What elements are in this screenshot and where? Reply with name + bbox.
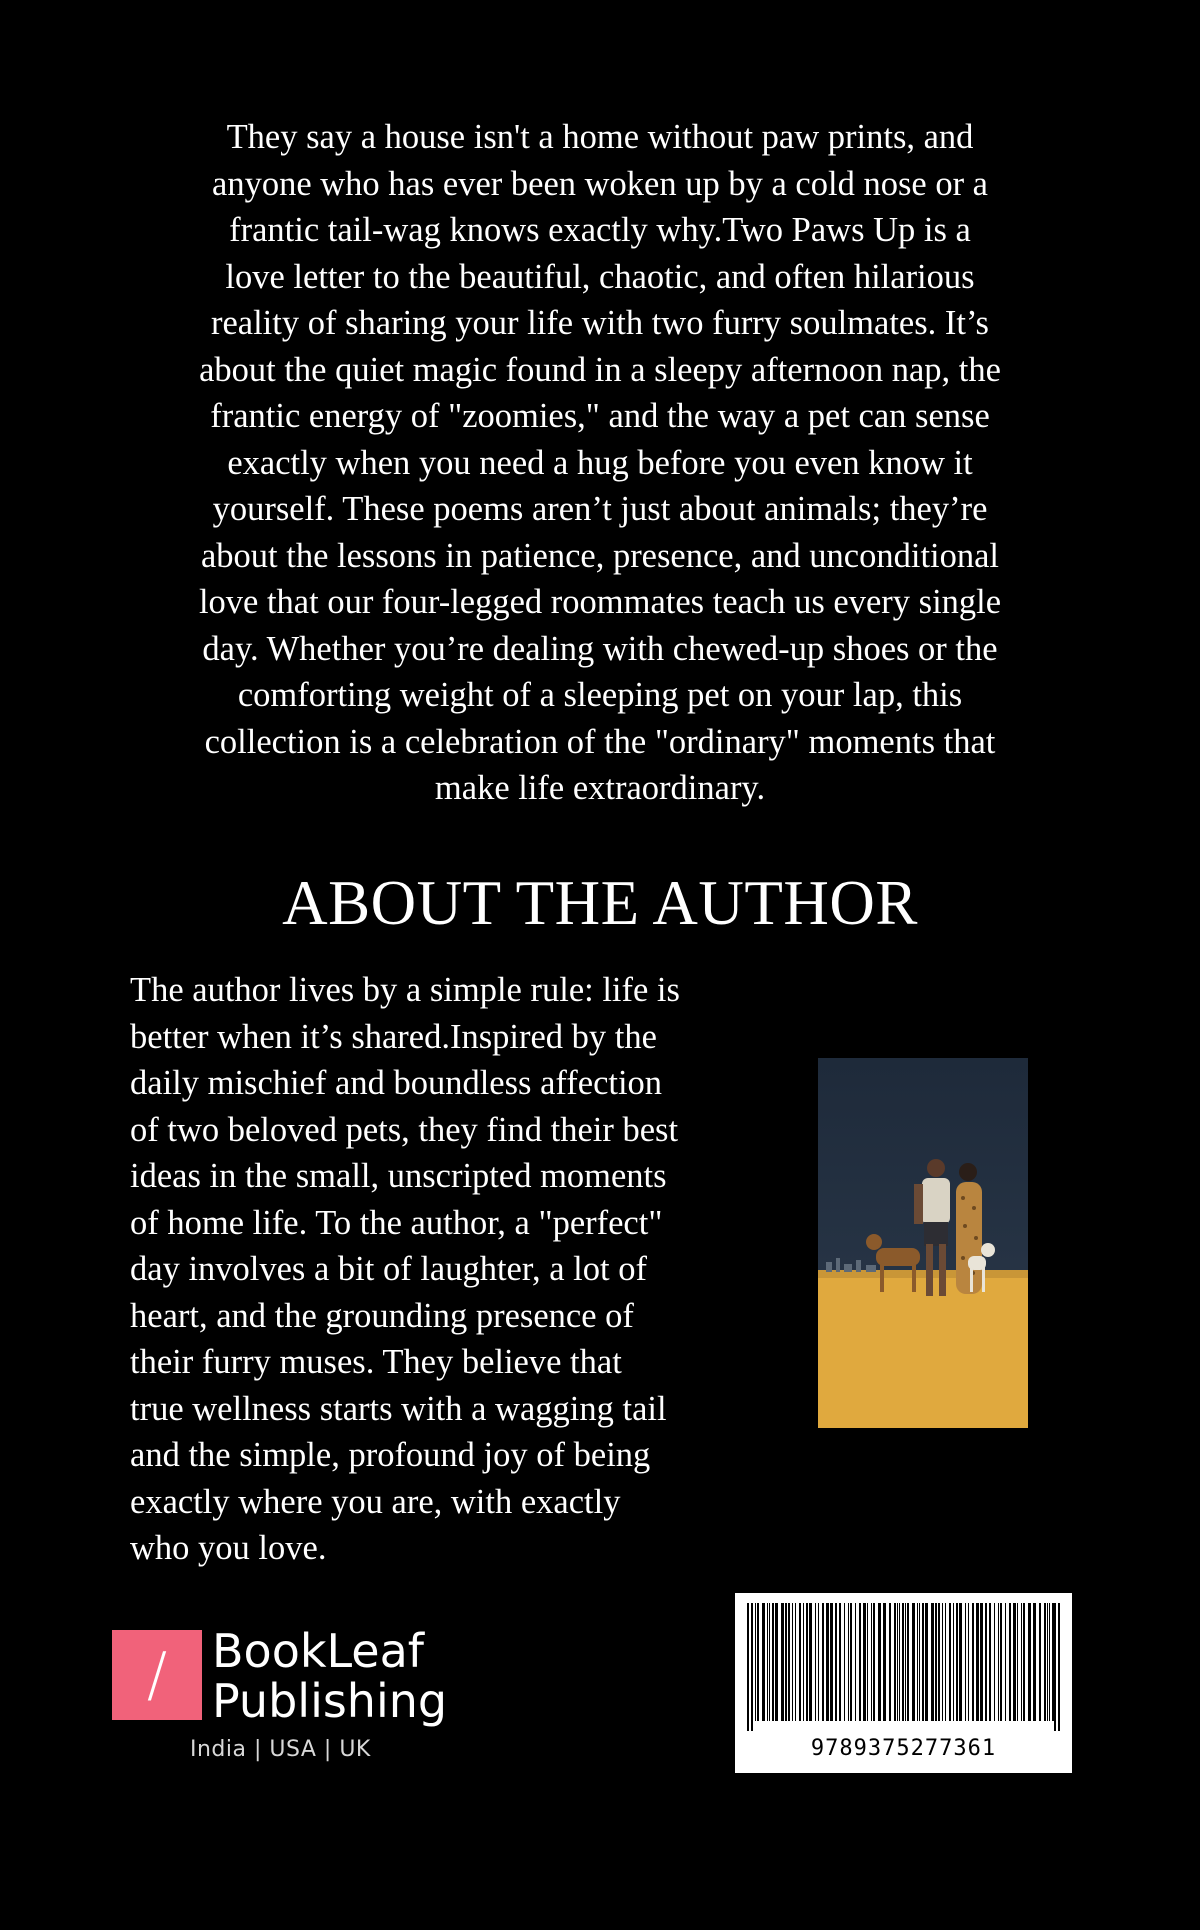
barcode-bar (859, 1603, 861, 1721)
barcode-bar (889, 1603, 891, 1721)
barcode-bar (1017, 1603, 1018, 1721)
text-line: They say a house isn't a home without paw prints, and (226, 118, 974, 156)
text-line: true wellness starts with a wagging tail (130, 1389, 667, 1428)
barcode-bar (998, 1603, 999, 1721)
barcode-bar (905, 1603, 906, 1721)
author-photo-illustration (818, 1058, 1028, 1428)
text-line: frantic tail-wag knows exactly why.Two Paws Up is a (229, 211, 971, 249)
barcode-bar (976, 1603, 979, 1721)
text-line: make life extraordinary. (434, 769, 766, 807)
barcode-bar (775, 1603, 778, 1721)
barcode-bar (767, 1603, 768, 1721)
barcode-bar (785, 1603, 787, 1721)
barcode-bar (788, 1603, 790, 1721)
barcode-bar (1044, 1603, 1046, 1721)
barcode-bar (844, 1603, 845, 1721)
barcode-bar (1000, 1603, 1002, 1721)
barcode-bar (867, 1603, 868, 1721)
text-line: about the quiet magic found in a sleepy afternoon nap, the (199, 350, 1001, 389)
barcode-bar (945, 1603, 946, 1721)
barcode-bar (985, 1603, 987, 1721)
barcode-bar (830, 1603, 833, 1721)
barcode-bar (938, 1603, 940, 1721)
text-line: of home life. To the author, a "perfect" (130, 1203, 663, 1242)
barcode-bar (949, 1603, 951, 1721)
barcode-bar (878, 1603, 881, 1721)
barcode-bar (1009, 1603, 1011, 1721)
about-author-heading: ABOUT THE AUTHOR (282, 868, 918, 938)
slash-glyph: / (146, 1640, 168, 1710)
barcode-bar (953, 1603, 954, 1721)
text-line: about the lessons in patience, presence, and unconditional (200, 536, 1000, 575)
barcode-bar (931, 1603, 934, 1721)
barcode-bar (871, 1603, 872, 1721)
publisher-regions: India | USA | UK (190, 1737, 371, 1762)
text-line: The author lives by a simple rule: life is (130, 971, 680, 1009)
barcode-bar (803, 1603, 804, 1721)
barcode-bar (897, 1603, 898, 1721)
barcode-bar (980, 1603, 983, 1721)
barcode-bars (743, 1603, 1064, 1731)
barcode-bar (959, 1603, 962, 1721)
barcode-bar (922, 1603, 924, 1721)
text-line: heart, and the grounding presence of (130, 1296, 634, 1335)
barcode-bar (815, 1603, 816, 1721)
barcode-bar (907, 1603, 909, 1721)
barcode-bar (762, 1603, 765, 1721)
barcode-bar (757, 1603, 759, 1721)
barcode-bar (883, 1603, 886, 1721)
barcode-bar (989, 1603, 991, 1721)
barcode-bar (925, 1603, 928, 1721)
bookleaf-logo-mark (112, 1630, 202, 1720)
barcode-bar (850, 1603, 852, 1721)
barcode-bar (1028, 1603, 1031, 1721)
barcode-bar (806, 1603, 808, 1721)
barcode-bar (972, 1603, 974, 1721)
barcode-bar (863, 1603, 866, 1721)
barcode-bar (1039, 1603, 1041, 1721)
publisher-name-line2: Publishing (212, 1674, 448, 1728)
text-line: day. Whether you’re dealing with chewed-up shoes or the (202, 629, 998, 668)
text-line: better when it’s shared.Inspired by the (130, 1017, 657, 1056)
barcode-bar (855, 1603, 856, 1721)
about-author-text (130, 967, 810, 1572)
barcode-bar (1054, 1603, 1056, 1731)
back-cover-blurb (115, 114, 1085, 812)
isbn-number: 9789375277361 (810, 1736, 997, 1761)
barcode-bar (809, 1603, 812, 1721)
text-line: daily mischief and boundless affection (130, 1064, 663, 1102)
barcode-bar (822, 1603, 824, 1721)
barcode-bar (919, 1603, 920, 1721)
text-line: of two beloved pets, they find their best (130, 1110, 679, 1149)
barcode-bar (1023, 1603, 1025, 1721)
text-line: love that our four-legged roommates teach us every single (198, 583, 1002, 621)
text-line: frantic energy of "zoomies," and the way a pet can sense (210, 397, 990, 435)
barcode-bar (894, 1603, 896, 1721)
text-line: their furry muses. They believe that (130, 1343, 622, 1381)
barcode-bar (1033, 1603, 1036, 1721)
barcode-bar (902, 1603, 904, 1721)
text-line: yourself. These poems aren’t just about animals; they’re (212, 490, 988, 528)
text-line: and the simple, profound joy of being (130, 1436, 651, 1474)
barcode-bar (917, 1603, 918, 1721)
barcode-bar (899, 1603, 900, 1721)
barcode-bar (795, 1603, 796, 1721)
barcode-bar (1052, 1603, 1054, 1721)
text-line: anyone who has ever been woken up by a cold nose or a (212, 164, 988, 203)
text-line: exactly where you are, with exactly (130, 1482, 621, 1521)
barcode-bar (956, 1603, 958, 1721)
barcode-bar (1021, 1603, 1022, 1721)
barcode-bar (912, 1603, 915, 1721)
barcode-bar (839, 1603, 841, 1721)
barcode-bar (965, 1603, 966, 1721)
barcode-bar (968, 1603, 969, 1721)
barcode-bar (873, 1603, 875, 1721)
barcode-bar (826, 1603, 829, 1721)
barcode-bar (935, 1603, 937, 1721)
barcode-bar (1047, 1603, 1048, 1721)
barcode-bar (835, 1603, 837, 1721)
publisher-name-line1: BookLeaf (212, 1624, 424, 1678)
barcode-bar (1058, 1603, 1060, 1731)
barcode-bar (747, 1603, 749, 1731)
text-line: day involves a bit of laughter, a lot of (130, 1250, 647, 1288)
text-line: reality of sharing your life with two furry soulmates. It’s (210, 304, 989, 342)
barcode-bar (772, 1603, 774, 1721)
text-line: collection is a celebration of the "ordinary" moments that (204, 722, 996, 761)
barcode-bar (848, 1603, 849, 1721)
isbn-barcode (735, 1593, 1072, 1773)
barcode-bar (1005, 1603, 1006, 1721)
barcode-bar (755, 1603, 756, 1721)
text-line: love letter to the beautiful, chaotic, and often hilarious (225, 257, 975, 296)
barcode-bar (818, 1603, 819, 1721)
text-line: who you love. (130, 1529, 327, 1567)
text-line: exactly when you need a hug before you even know it (227, 443, 973, 482)
barcode-bar (781, 1603, 784, 1721)
barcode-bar (792, 1603, 793, 1721)
barcode-bar (799, 1603, 801, 1721)
barcode-bar (1049, 1603, 1050, 1721)
text-line: comforting weight of a sleeping pet on your lap, this (237, 676, 963, 714)
barcode-bar (994, 1603, 995, 1721)
barcode-bar (1013, 1603, 1016, 1721)
text-line: ideas in the small, unscripted moments (130, 1157, 667, 1195)
barcode-bar (751, 1603, 753, 1731)
barcode-bar (942, 1603, 943, 1721)
barcode-bar (769, 1603, 770, 1721)
